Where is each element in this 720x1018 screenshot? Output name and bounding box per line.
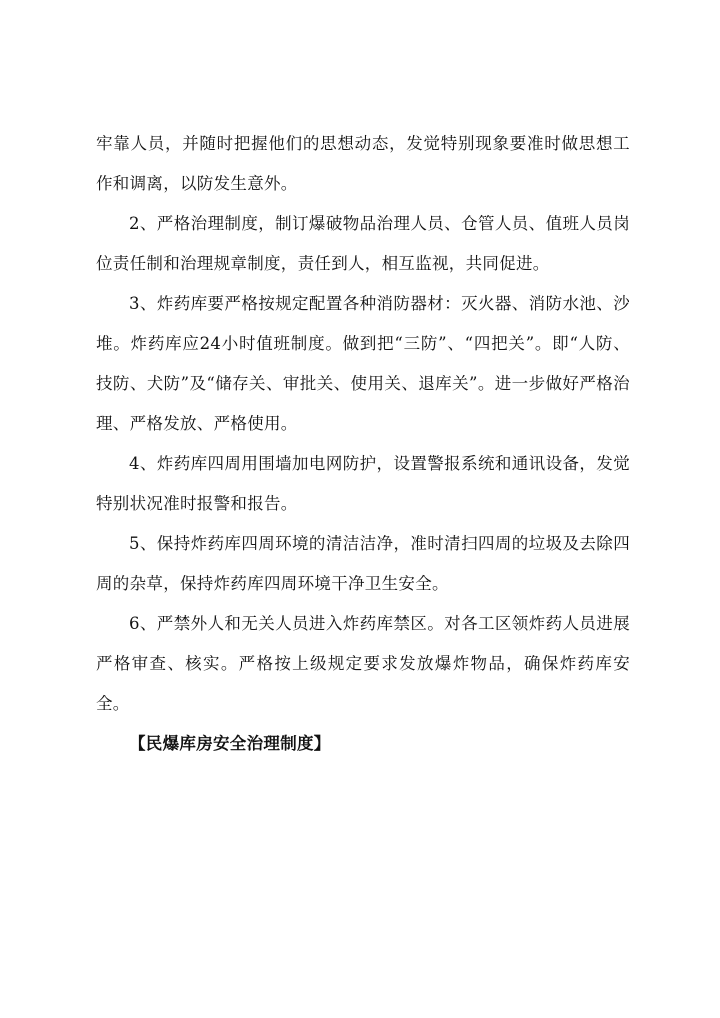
paragraph-item-3: 3、炸药库要严格按规定配置各种消防器材：灭火器、消防水池、沙堆。炸药库应24小时值班制度。做到把“三防”、“四把关”。即“人防、技防、犬防”及“储存关、审批关、使用关、退库关”。进一步做好严格治理、严格发放、严格使用。 (96, 294, 630, 433)
paragraph-item-4: 4、炸药库四周用围墙加电网防护，设置警报系统和通讯设备，发觉特别状况准时报警和报告。 (96, 454, 630, 513)
section-heading: 【民爆库房安全治理制度】 (129, 734, 331, 753)
paragraph-item-6: 6、严禁外人和无关人员进入炸药库禁区。对各工区领炸药人员进展严格审查、核实。严格按上级规定要求发放爆炸物品，确保炸药库安全。 (96, 614, 630, 713)
paragraph-continuation: 牢靠人员，并随时把握他们的思想动态，发觉特别现象要准时做思想工作和调离，以防发生意外。 (96, 134, 630, 193)
paragraph-item-2: 2、严格治理制度，制订爆破物品治理人员、仓管人员、值班人员岗位责任制和治理规章制度，责任到人，相互监视，共同促进。 (96, 214, 630, 273)
document-body (96, 124, 630, 764)
paragraph-item-5: 5、保持炸药库四周环境的清洁洁净，准时清扫四周的垃圾及去除四周的杂草，保持炸药库四周环境干净卫生安全。 (96, 534, 630, 593)
